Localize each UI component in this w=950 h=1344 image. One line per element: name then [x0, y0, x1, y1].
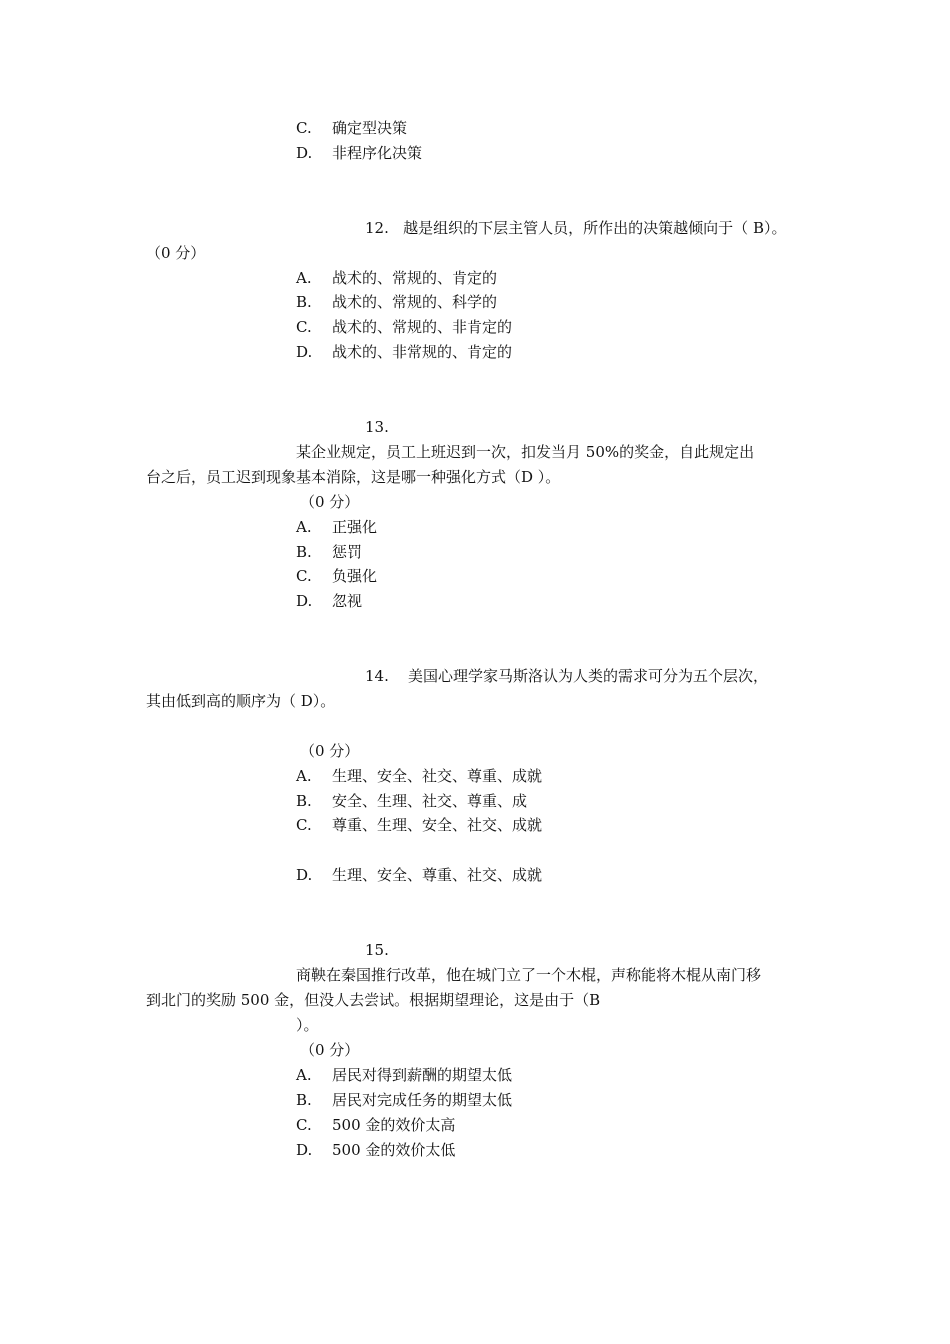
- option-c: C. 500 金的效价太高: [296, 1116, 456, 1134]
- question-13-number: 13.: [365, 418, 389, 436]
- option-c: C. 负强化: [296, 567, 378, 585]
- question-13-stem-line1: 某企业规定，员工上班迟到一次，扣发当月 50%的奖金，自此规定出: [296, 443, 755, 461]
- option-c: C. 确定型决策: [296, 119, 408, 137]
- option-a: A. 战术的、常规的、肯定的: [296, 269, 498, 287]
- option-d: D. 战术的、非常规的、肯定的: [296, 343, 513, 361]
- question-14-stem: 14. 美国心理学家马斯洛认为人类的需求可分为五个层次，: [365, 667, 768, 685]
- question-12-score: （0 分）: [146, 244, 206, 262]
- question-15-stem-line2: 到北门的奖励 500 金，但没人去尝试。根据期望理论，这是由于（B: [146, 991, 601, 1009]
- option-c: C. 战术的、常规的、非肯定的: [296, 318, 513, 336]
- option-a: A. 正强化: [296, 518, 378, 536]
- option-b: B. 战术的、常规的、科学的: [296, 293, 498, 311]
- option-d: D. 忽视: [296, 592, 363, 610]
- question-15-stem-line1: 商鞅在秦国推行改革，他在城门立了一个木棍，声称能将木棍从南门移: [296, 966, 762, 984]
- option-b: B. 居民对完成任务的期望太低: [296, 1091, 513, 1109]
- question-14-stem-line2: 其由低到高的顺序为（ D）。: [146, 692, 336, 710]
- question-15-stem-line3: ）。: [296, 1016, 319, 1034]
- question-13-score: （0 分）: [300, 493, 360, 511]
- option-d: D. 非程序化决策: [296, 144, 423, 162]
- option-d: D. 500 金的效价太低: [296, 1141, 456, 1159]
- question-14-score: （0 分）: [300, 742, 360, 760]
- option-d: D. 生理、安全、尊重、社交、成就: [296, 866, 543, 884]
- option-b: B. 惩罚: [296, 543, 363, 561]
- option-b: B. 安全、生理、社交、尊重、成: [296, 792, 528, 810]
- option-c: C. 尊重、生理、安全、社交、成就: [296, 816, 543, 834]
- question-13-stem-line2: 台之后，员工迟到现象基本消除，这是哪一种强化方式（D ）。: [146, 468, 561, 486]
- question-12-stem: 12. 越是组织的下层主管人员，所作出的决策越倾向于（ B）。: [365, 219, 787, 237]
- option-a: A. 生理、安全、社交、尊重、成就: [296, 767, 543, 785]
- question-15-number: 15.: [365, 941, 389, 959]
- question-15-score: （0 分）: [300, 1041, 360, 1059]
- option-a: A. 居民对得到薪酬的期望太低: [296, 1066, 513, 1084]
